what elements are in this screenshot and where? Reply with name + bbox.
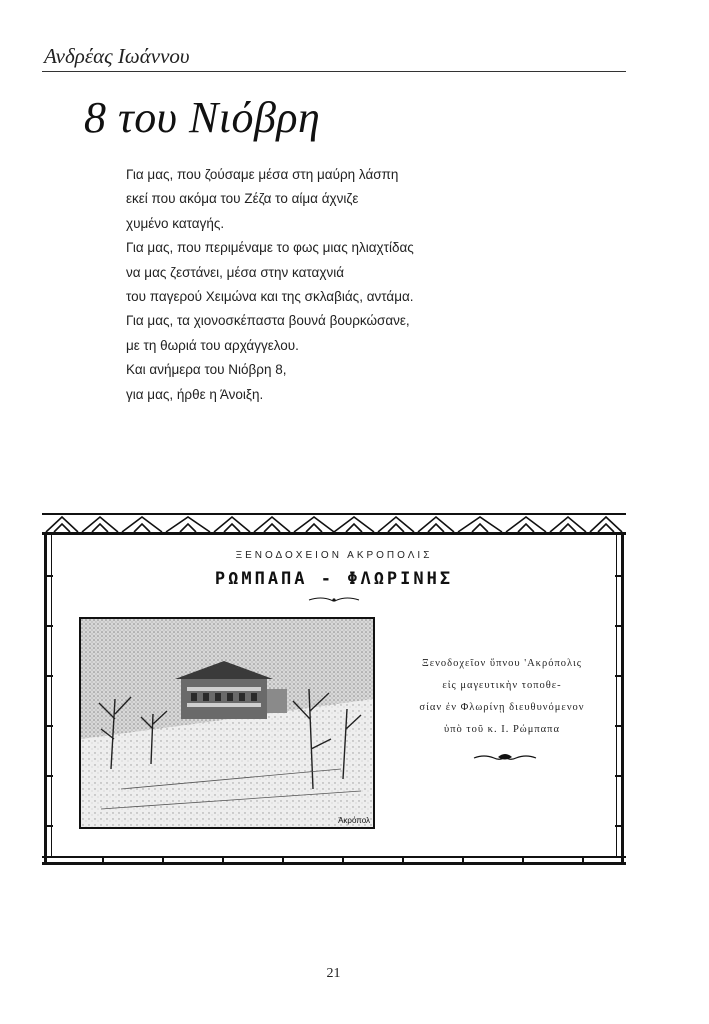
poem-line: Για μας, που περιμέναμε το φως μιας ηλιαχτίδας bbox=[126, 240, 414, 256]
ornamental-border-top bbox=[42, 513, 626, 537]
poem-line: χυμένο καταγής. bbox=[126, 215, 225, 231]
poem-title: 8 του Νιόβρη bbox=[84, 93, 321, 142]
description-line: εἰς μαγευτικὴν τοποθε- bbox=[442, 680, 562, 691]
poem-line: Για μας, που ζούσαμε μέσα στη μαύρη λάσπη bbox=[126, 167, 399, 182]
poem-line: Και ανήμερα του Νιόβρη 8, bbox=[126, 362, 287, 378]
header-rule bbox=[42, 71, 626, 72]
poem-line: για μας, ήρθε η Άνοιξη. bbox=[126, 386, 264, 402]
description-line: Ξενοδοχεῖον ὕπνου 'Ακρόπολις bbox=[422, 658, 582, 669]
author-name: Ανδρέας Ιωάννου bbox=[44, 44, 190, 68]
page-number: 21 bbox=[326, 966, 341, 981]
poem-line: να μας ζεστάνει, μέσα στην καταχνιά bbox=[126, 264, 344, 280]
description-line: σίαν ἐν Φλωρίνῃ διευθυνόμενον bbox=[419, 702, 585, 713]
description-line: ὑπὸ τοῦ κ. Ι. Ρώμπαπα bbox=[444, 724, 560, 735]
hotel-proprietor: ΡΩΜΠΑΠΑ - ΦΛΩΡΙΝΗΣ bbox=[214, 569, 454, 589]
flourish-ornament bbox=[472, 751, 538, 763]
poem-body bbox=[126, 163, 414, 407]
hotel-photograph bbox=[79, 617, 375, 829]
hotel-advertisement bbox=[42, 513, 626, 869]
poem-line: Για μας, τα χιονοσκέπαστα βουνά βουρκώσανε, bbox=[126, 313, 410, 329]
poem-line: του παγερού Χειμώνα και της σκλαβιάς, αντάμα. bbox=[126, 289, 414, 305]
flourish-ornament bbox=[307, 595, 361, 605]
hotel-description bbox=[387, 653, 617, 741]
hotel-name: ΞΕΝΟΔΟΧΕΙΟΝ ΑΚΡΟΠΟΛΙΣ bbox=[235, 550, 433, 561]
photo-caption: Ἀκρόπολ bbox=[338, 816, 370, 825]
poem-line: με τη θωριά του αρχάγγελου. bbox=[126, 337, 299, 353]
poem-line: εκεί που ακόμα του Ζέζα το αίμα άχνιζε bbox=[126, 191, 359, 207]
hotel-photo-illustration bbox=[81, 619, 373, 827]
